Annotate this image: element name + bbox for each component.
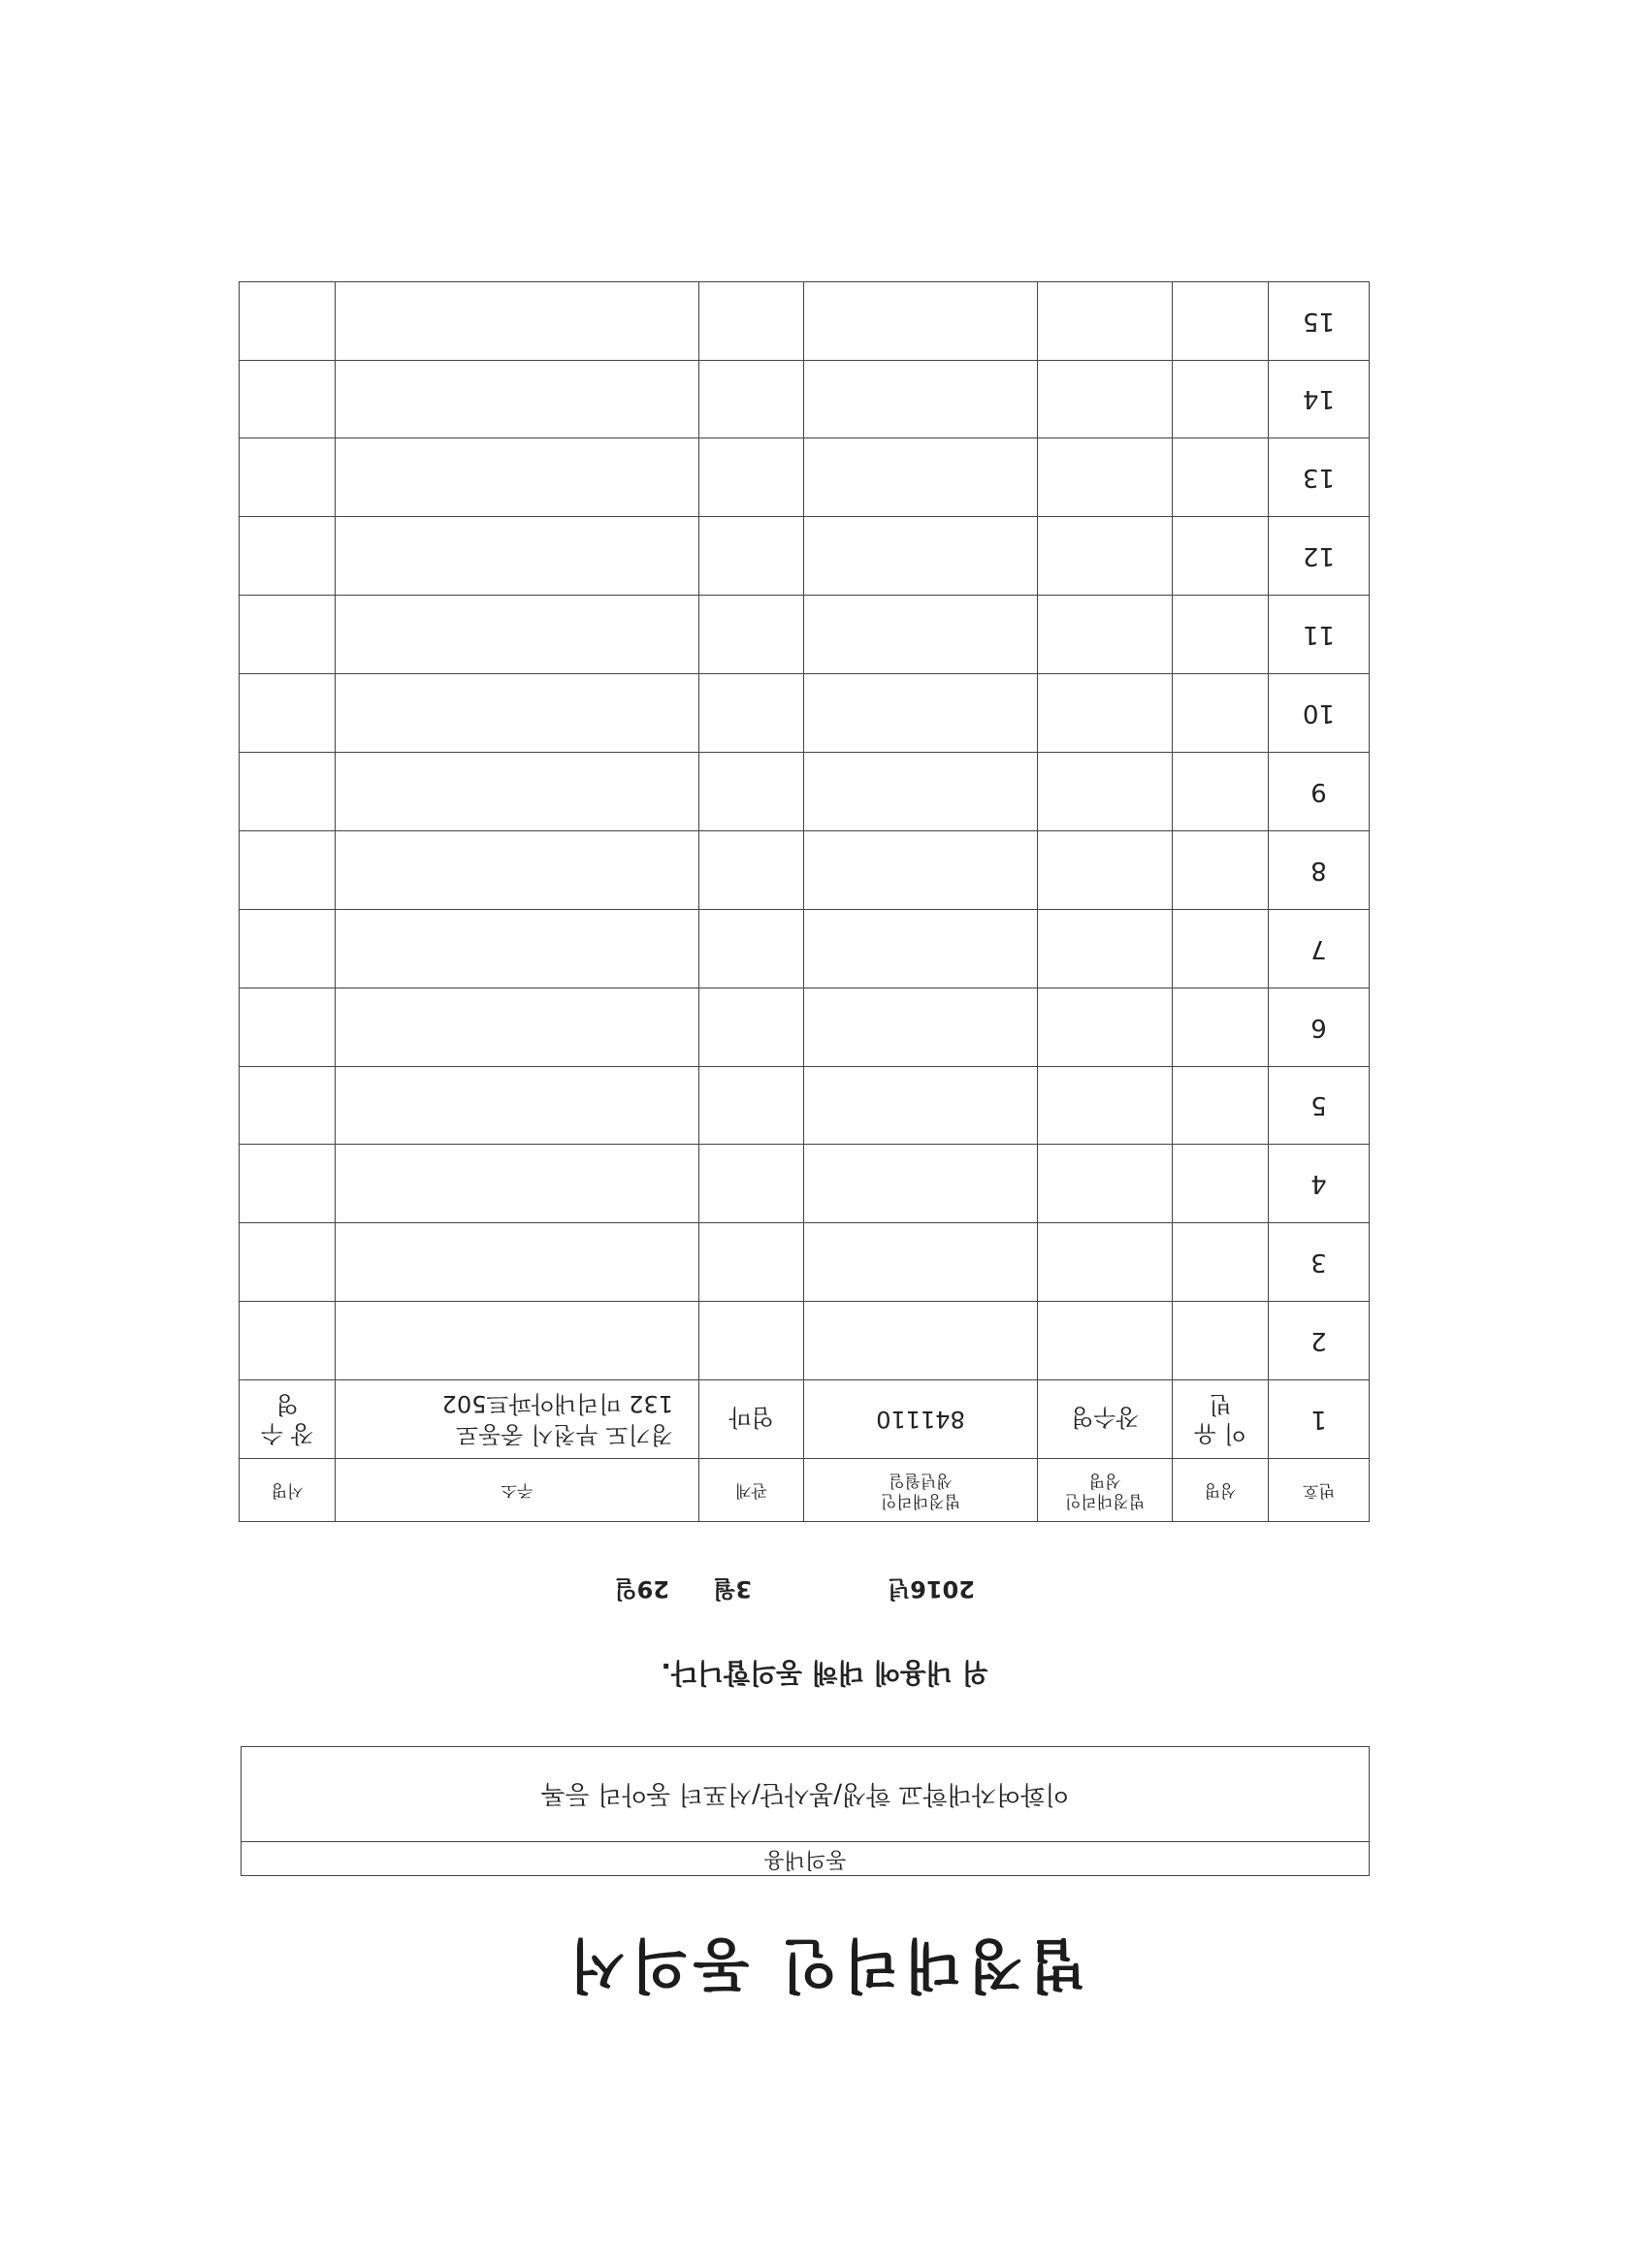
row-address-line1: 경기도 부천시 중동로 [456, 1421, 673, 1449]
header-num: 번호 [1269, 1459, 1370, 1522]
row-relation [699, 596, 804, 674]
row-name [1173, 596, 1269, 674]
row-address [336, 752, 699, 830]
table-row [240, 830, 1370, 909]
row-num: 9 [1269, 752, 1370, 830]
row-address [336, 1145, 699, 1223]
date-year: 2016년 [888, 1575, 975, 1603]
row-name [1173, 909, 1269, 988]
row-num: 14 [1269, 360, 1370, 438]
row-guardian-name [1038, 596, 1173, 674]
table-row [240, 1223, 1370, 1302]
row-address [336, 909, 699, 988]
row-signature [240, 909, 336, 988]
row-relation [699, 752, 804, 830]
row-num: 12 [1269, 517, 1370, 596]
row-address-line2: 132 미리내아파트502 [441, 1390, 673, 1418]
row-guardian-name: 장수영 [1038, 1380, 1173, 1459]
row-guardian-birthdate [804, 517, 1038, 596]
row-signature [240, 1223, 336, 1302]
row-guardian-birthdate [804, 674, 1038, 753]
row-num: 3 [1269, 1223, 1370, 1302]
row-relation [699, 438, 804, 517]
row-guardian-birthdate [804, 1145, 1038, 1223]
signing-date [614, 1574, 975, 1608]
date-month: 3월 [713, 1575, 752, 1603]
row-name-line1: 이 유 [1194, 1420, 1246, 1448]
row-signature [240, 281, 336, 360]
row-guardian-birthdate [804, 909, 1038, 988]
row-signature [240, 988, 336, 1066]
row-guardian-birthdate [804, 281, 1038, 360]
row-address [336, 988, 699, 1066]
row-num: 8 [1269, 830, 1370, 909]
row-num: 11 [1269, 596, 1370, 674]
row-relation [699, 1223, 804, 1302]
date-day: 29일 [614, 1575, 669, 1603]
row-guardian-name [1038, 752, 1173, 830]
row-relation [699, 909, 804, 988]
document-title: 법정대리인 동의서 [563, 1930, 1086, 1998]
row-num: 1 [1269, 1380, 1370, 1459]
row-num: 5 [1269, 1066, 1370, 1145]
table-row [240, 438, 1370, 517]
row-guardian-birthdate: 841110 [804, 1380, 1038, 1459]
row-guardian-birthdate [804, 1066, 1038, 1145]
row-guardian-name [1038, 360, 1173, 438]
row-address [336, 1223, 699, 1302]
table-row [240, 596, 1370, 674]
table-row [240, 1145, 1370, 1223]
row-name [1173, 752, 1269, 830]
header-signature: 서명 [240, 1459, 336, 1522]
row-signature [240, 1302, 336, 1380]
row-relation [699, 1145, 804, 1223]
row-num: 4 [1269, 1145, 1370, 1223]
row-address [336, 674, 699, 753]
table-row [240, 360, 1370, 438]
row-num: 2 [1269, 1302, 1370, 1380]
row-signature [240, 1066, 336, 1145]
row-signature [240, 596, 336, 674]
guardian-roster-table [239, 281, 1370, 1522]
consent-box [241, 1746, 1370, 1876]
table-row [240, 674, 1370, 753]
row-name [1173, 438, 1269, 517]
row-name-line2: 빈 [1209, 1391, 1232, 1419]
row-name [1173, 674, 1269, 753]
row-signature [240, 1380, 336, 1459]
header-name: 성명 [1173, 1459, 1269, 1522]
header-guardian-birth-line2: 생년월일 [889, 1471, 953, 1490]
row-name [1173, 830, 1269, 909]
row-signature [240, 1145, 336, 1223]
table-row [240, 517, 1370, 596]
row-relation [699, 281, 804, 360]
row-guardian-birthdate [804, 596, 1038, 674]
row-guardian-name [1038, 1302, 1173, 1380]
row-guardian-name [1038, 438, 1173, 517]
table-row [240, 1302, 1370, 1380]
row-signature [240, 674, 336, 753]
table-row [240, 988, 1370, 1066]
table-row [240, 1066, 1370, 1145]
row-relation [699, 1066, 804, 1145]
row-guardian-name [1038, 1223, 1173, 1302]
row-address [336, 596, 699, 674]
row-relation [699, 360, 804, 438]
row-guardian-name [1038, 517, 1173, 596]
row-name [1173, 1223, 1269, 1302]
row-guardian-name [1038, 988, 1173, 1066]
row-relation [699, 1302, 804, 1380]
row-name [1173, 1380, 1269, 1459]
row-signature [240, 360, 336, 438]
consent-text: 이화여자대학교 학생/봉사단/서포터 동아리 등록 [540, 1779, 1070, 1808]
row-guardian-birthdate [804, 360, 1038, 438]
table-row [240, 909, 1370, 988]
row-signature [240, 830, 336, 909]
row-name [1173, 1066, 1269, 1145]
row-num: 6 [1269, 988, 1370, 1066]
row-guardian-birthdate [804, 830, 1038, 909]
table-header-row [240, 1459, 1370, 1522]
row-guardian-birthdate [804, 438, 1038, 517]
row-name [1173, 360, 1269, 438]
row-guardian-name [1038, 830, 1173, 909]
row-address [336, 830, 699, 909]
row-relation [699, 517, 804, 596]
row-guardian-birthdate [804, 752, 1038, 830]
row-guardian-birthdate [804, 1302, 1038, 1380]
header-guardian-birthdate [804, 1459, 1038, 1522]
row-name [1173, 1302, 1269, 1380]
header-guardian-name [1038, 1459, 1173, 1522]
row-guardian-name [1038, 1066, 1173, 1145]
row-guardian-name [1038, 909, 1173, 988]
row-address [336, 438, 699, 517]
header-guardian-name-line2: 성명 [1088, 1471, 1121, 1490]
row-signature [240, 517, 336, 596]
table-row [240, 281, 1370, 360]
row-address [336, 517, 699, 596]
row-address [336, 1302, 699, 1380]
consent-header: 동의내용 [242, 1841, 1369, 1875]
header-guardian-birth-line1: 법정대리인 [880, 1491, 961, 1510]
row-address [336, 360, 699, 438]
row-name [1173, 281, 1269, 360]
row-name [1173, 988, 1269, 1066]
row-num: 15 [1269, 281, 1370, 360]
header-address: 주소 [336, 1459, 699, 1522]
row-guardian-birthdate [804, 988, 1038, 1066]
row-relation [699, 988, 804, 1066]
row-address [336, 1066, 699, 1145]
header-relation: 관계 [699, 1459, 804, 1522]
row-guardian-name [1038, 674, 1173, 753]
row-guardian-name [1038, 1145, 1173, 1223]
table-row [240, 752, 1370, 830]
row-relation: 엄마 [699, 1380, 804, 1459]
header-guardian-name-line1: 법정대리인 [1064, 1491, 1146, 1510]
row-num: 7 [1269, 909, 1370, 988]
row-name [1173, 1145, 1269, 1223]
row-guardian-birthdate [804, 1223, 1038, 1302]
row-name [1173, 517, 1269, 596]
row-address [336, 281, 699, 360]
row-relation [699, 674, 804, 753]
row-signature [240, 752, 336, 830]
row-relation [699, 830, 804, 909]
agreement-statement: 위 내용에 대해 동의합니다. [661, 1657, 988, 1689]
row-num: 10 [1269, 674, 1370, 753]
row-signature-line1: 장 수 [261, 1420, 313, 1448]
row-num: 13 [1269, 438, 1370, 517]
table-row [240, 1380, 1370, 1459]
row-guardian-name [1038, 281, 1173, 360]
row-signature-line2: 영 [275, 1391, 299, 1419]
row-signature [240, 438, 336, 517]
row-address [336, 1380, 699, 1459]
